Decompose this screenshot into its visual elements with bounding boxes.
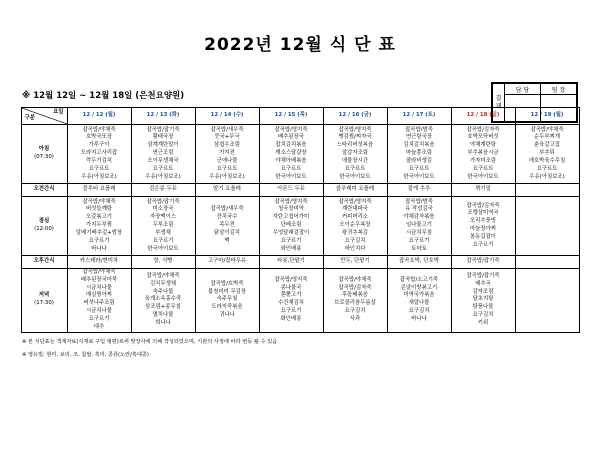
menu-cell-4-0: 잡곡밥/야채죽 배추된장국어묵 시금치나물 매실짱아찌 버섯나주조림 시금치나물 요구르기 대추	[67, 269, 131, 333]
menu-cell-0-0: 잡곡밥/야채죽 호박국또장 가루구이 도라지고사리잡 깍두기김치 요구르트 우유(아침보조)	[67, 125, 131, 184]
menu-cell-1-4: 콜푸레미 요플레	[323, 184, 387, 197]
menu-cell-3-5: 잡곡호박, 단호박	[387, 256, 451, 269]
menu-cell-4-6: 잡곡밥/잡기죽 매추국 감자조림 달초지탕 탕풍나물 요구김치 키위	[451, 269, 515, 333]
menu-cell-3-6: 잡곡밥/잡기죽	[451, 256, 515, 269]
menu-cell-0-5: 잡곡밥/밤죽 연근탕국장 김치겉치볶음 마늘쫑조림 콜라비생김 요구르트 한국아이보트	[387, 125, 451, 184]
table-row	[21, 125, 579, 184]
menu-cell-2-0: 잡곡밥/야채죽 버섯들깨탕 오갈볶고기 가지두부찜 알배기배추겉+쌈장 요구르기 바나나	[67, 197, 131, 256]
menu-cell-1-7	[515, 184, 579, 197]
menu-cell-4-5: 잡곡밥/소고기죽 콘알이랑볶고기 미역국가볶음 새알나물 요구김치 바나나	[387, 269, 451, 333]
approval-value-1[interactable]	[541, 95, 577, 122]
day-header-0: 12 / 12 (월)	[67, 108, 131, 125]
menu-cell-1-5: 잘게 추추	[387, 184, 451, 197]
approval-col-0: 담 당	[505, 84, 541, 95]
menu-cell-1-6: 쮜기밀	[451, 184, 515, 197]
meal-label-dinner	[21, 269, 67, 333]
footnote-2: ※ 영유빌: 현미, 보리, 조, 찹쌀, 흑미, 콩류(노란/흑대콩)	[22, 352, 149, 359]
approval-box	[491, 82, 578, 123]
approval-value-0[interactable]	[505, 95, 541, 122]
menu-table	[21, 107, 580, 333]
menu-cell-0-4: 잡곡밥/영지죽 맹감찜/찌자국 느타리버섯복음 알감자조림 애물장시간 요구르트 한국아이보트	[323, 125, 387, 184]
approval-label: 결재	[493, 84, 505, 122]
menu-cell-3-4: 만두, 단팥기	[323, 256, 387, 269]
table-row	[21, 269, 579, 333]
period-subtitle: ※ 12월 12일 ~ 12월 18일 (은천요양원)	[22, 91, 185, 101]
menu-cell-3-0: 카스테라/현미차	[67, 256, 131, 269]
table-row	[21, 256, 579, 269]
meal-time: (17:30)	[34, 300, 54, 307]
menu-cell-3-1: 핫, 식빵	[131, 256, 195, 269]
menu-cell-4-7	[515, 269, 579, 333]
menu-cell-1-1: 검은콩 두유	[131, 184, 195, 197]
meal-name: 점심	[38, 218, 50, 225]
table-row	[21, 197, 579, 256]
page-title: 2022년 12월 식 단 표	[204, 35, 396, 55]
menu-cell-0-6: 잡곡밥/김자죽 호박모닥버섯 야채계란탕 부추볶음시금 가자미조림 요구르트 한국아이보트	[451, 125, 515, 184]
menu-cell-0-3: 잡곡밥/영지죽 배추된장국 잡치김치볶음 깨소스달걀장 야채아배볶음 요구르트 한국아이보트	[259, 125, 323, 184]
approval-table	[492, 83, 577, 122]
header-corner-kind: 구분	[24, 115, 35, 122]
meal-label-lunch	[21, 197, 67, 256]
approval-col-1: 팀 장	[541, 84, 577, 95]
meal-time: (07:30)	[34, 154, 54, 160]
menu-cell-0-1: 잡곡밥/잡기죽 황태국장 삼계계란말이 연근조림 오이무생채국 요구르트 우유(아침보조)	[131, 125, 195, 184]
menu-cell-2-6: 잡곡밥/김자죽 조랭살미역국 오리추풍빙 마늘장아찌 봉동길잡이 요구르기	[451, 197, 515, 256]
menu-cell-3-3: 타봇,단팥기	[259, 256, 323, 269]
menu-cell-4-4: 잡곡밥/야채죽 잡곡밥/김자죽 후돌배볶음 브로콜리참두름살 요구김치 사과	[323, 269, 387, 333]
menu-cell-2-5: 잡곡밥/밤죽 유 작성김국 야채감자볶음 임나물고기 시금치무침 요구르기 토마토	[387, 197, 451, 256]
menu-cell-2-3: 잡곡밥/영지죽 청국장미역 자탄고칩어가미 단배조림 우엉달래겉절이 요구르기 와인배롱	[259, 197, 323, 256]
menu-cell-3-2: 고구마/잡바우유	[195, 256, 259, 269]
table-row	[21, 184, 579, 197]
menu-cell-2-1: 잡곡밥/잡기죽 미소장국 자장맥이스 두부조림 부생채 요구르기 한국아이보트	[131, 197, 195, 256]
menu-cell-1-3: 아몬드 두유	[259, 184, 323, 197]
menu-cell-1-0: 블루티 요플레	[67, 184, 131, 197]
day-header-4: 12 / 16 (금)	[323, 108, 387, 125]
meal-label-afternoon-snack: 오후간식	[21, 256, 67, 269]
menu-cell-4-3: 잡곡밥/영지죽 콩나물국 쫀쫄고기 수건채김치 요구르기 화인배롱	[259, 269, 323, 333]
meal-name: 아침	[38, 146, 50, 153]
menu-cell-3-7	[515, 256, 579, 269]
day-header-1: 12 / 13 (화)	[131, 108, 195, 125]
meal-time: (12:00)	[34, 226, 54, 232]
day-header-6: 12 / 18 (일)	[451, 108, 515, 125]
header-corner-day: 요일	[53, 109, 64, 115]
menu-cell-2-4: 잡곡밥/영지죽 계란대파국 커피머리소 오이순우복장 왕귀추복김 요구김치 바인치다	[323, 197, 387, 256]
menu-cell-1-2: 딸기 요플레	[195, 184, 259, 197]
menu-document	[0, 30, 600, 454]
menu-cell-0-2: 잡곡밥/새우죽 뭇국+무국 삼겹우조림 가지전 군애나물 요구르트 우유(아침보조)	[195, 125, 259, 184]
menu-cell-2-2: 잡곡밥/새우죽 잔치국수 족두전 닭살이김치 맥	[195, 197, 259, 256]
menu-cell-4-1: 잡곡밥/야채죽 김치무생채 숙주나물 육개소옥홍수죽 삼조림+콩무침 멸치나물 희나나	[131, 269, 195, 333]
day-header-5: 12 / 17 (토)	[387, 108, 451, 125]
menu-cell-0-7: 잡곡밥/야채죽 순두부찌개 춘육갈고집 부추튀 애호박육수무침 요구르트 우유(아침보조)	[515, 125, 579, 184]
day-header-3: 12 / 15 (목)	[259, 108, 323, 125]
meal-name: 저녁	[38, 292, 50, 299]
meal-label-breakfast	[21, 125, 67, 184]
day-header-7: 12 / 19 (월)	[515, 108, 579, 125]
meal-label-morning-snack: 오전간식	[21, 184, 67, 197]
day-header-2: 12 / 14 (수)	[195, 108, 259, 125]
header-corner	[21, 108, 67, 125]
menu-cell-2-7	[515, 197, 579, 256]
footnote-1: ※ 본 식단표는 객계자료(식재료 구입 형편)로써 맞장사에 의해 작성되었으며, 기관의 사정에 따라 변동 될 수 있음	[22, 338, 278, 345]
menu-cell-4-2: 잡곡밥/호박죽 불청미미 무김장 숙주무침 도라지죽볶음 귀나나	[195, 269, 259, 333]
